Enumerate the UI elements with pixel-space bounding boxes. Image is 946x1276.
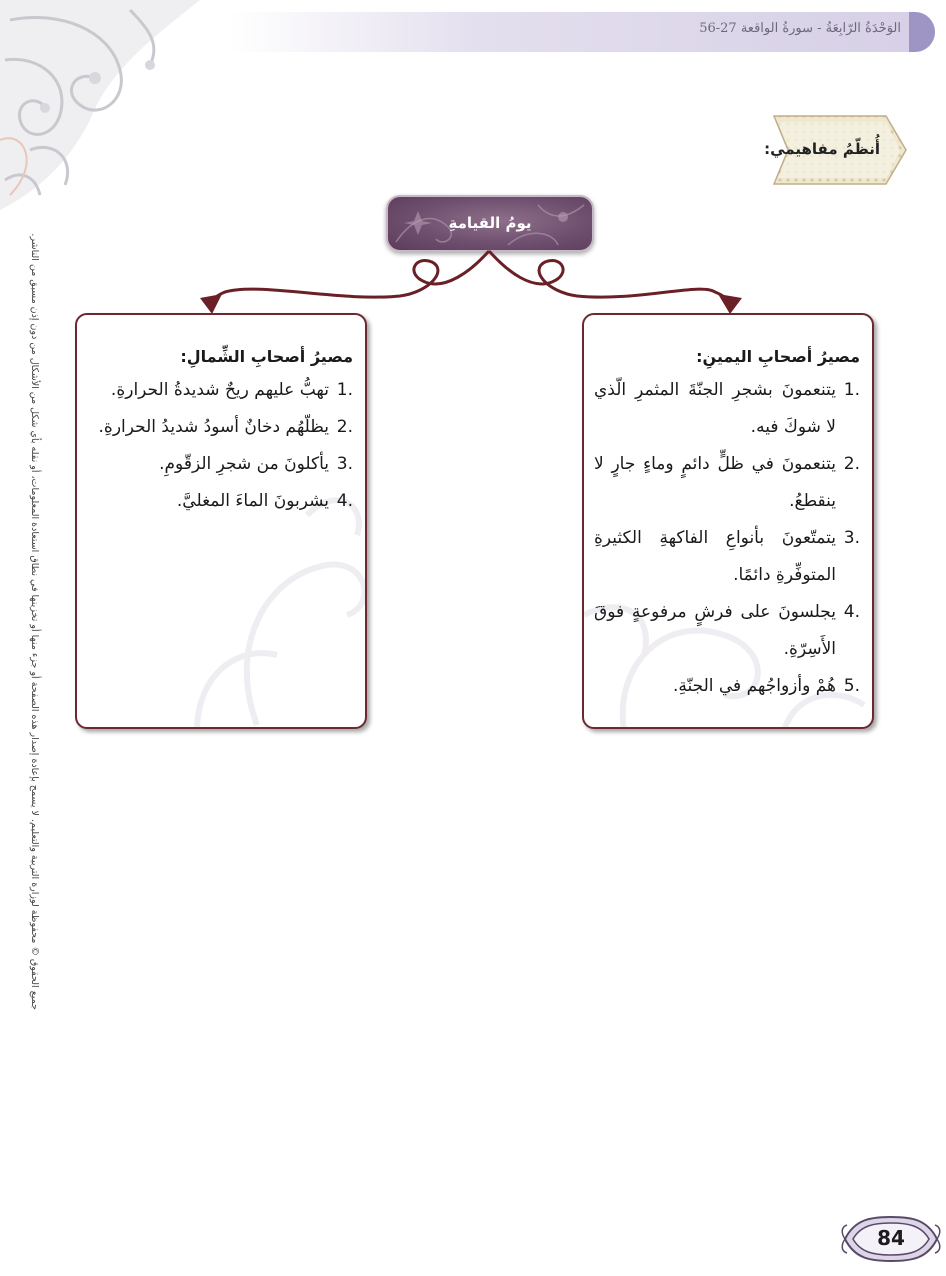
list-item	[87, 483, 353, 520]
item-text: هُمْ وأزواجُهم في الجنّةِ.	[672, 676, 836, 696]
panel-companions-of-left	[75, 313, 367, 729]
item-text: يجلسونَ على فرشٍ مرفوعةٍ فوقَ الأَسِرّةِ.	[594, 602, 836, 659]
central-concept-label: يومُ القيامةِ	[448, 214, 532, 232]
list-item	[594, 668, 860, 705]
item-text: يشربونَ الماءَ المغليَّ.	[176, 491, 329, 511]
left-panel-list	[87, 372, 353, 520]
page-number: 84	[877, 1226, 905, 1250]
list-item	[87, 409, 353, 446]
item-number: 1.	[843, 380, 860, 400]
list-item	[87, 446, 353, 483]
item-number: 1.	[336, 380, 353, 400]
left-panel-content	[87, 345, 353, 520]
list-item	[594, 372, 860, 446]
left-arrow-head	[200, 294, 222, 314]
item-number: 4.	[336, 491, 353, 511]
item-number: 2.	[843, 454, 860, 474]
item-number: 3.	[843, 528, 860, 548]
unit-title: الوَحْدَةُ الرّابِعَةُ - سورةُ الواقعة 27-56	[699, 21, 901, 36]
concepts-label: أُنظّمُ مفاهيمي:	[764, 140, 880, 158]
branch-arrows	[0, 0, 946, 330]
item-text: يتنعمونَ في ظلٍّ دائمٍ وماءٍ جارٍ لا ينقطعُ.	[594, 454, 836, 511]
list-item	[87, 372, 353, 409]
right-panel-heading: مصيرُ أصحابِ اليمينِ:	[696, 347, 860, 366]
right-panel-content	[594, 345, 860, 705]
item-number: 3.	[336, 454, 353, 474]
item-number: 4.	[843, 602, 860, 622]
right-arrow-head	[718, 294, 742, 314]
list-item	[594, 520, 860, 594]
copyright-notice: جميع الحقوق © محفوظة لوزارة التربية والتعليم. لا يسمح بإعادة إصدار هذه الصفحة أو جزء منها أو تخزينها في نطاق استعادة المعلومات، أو نقله بأي شكل من الأشكال من دون إذن مسبق من الناشر.	[29, 233, 40, 1010]
item-text: يتنعمونَ بشجرِ الجنّةَ المثمرِ الّذي لا شوكَ فيه.	[594, 380, 836, 437]
item-text: يتمتّعونَ بأنواعِ الفاكهةِ الكثيرةِ المتوفِّرةِ دائمًا.	[594, 528, 836, 585]
item-text: يظلّهُم دخانٌ أسودُ شديدُ الحرارةِ.	[98, 417, 329, 437]
list-item	[594, 594, 860, 668]
item-number: 2.	[336, 417, 353, 437]
list-item	[594, 446, 860, 520]
item-text: يأكلونَ من شجرِ الزقّومِ.	[159, 454, 329, 474]
item-number: 5.	[843, 676, 860, 696]
right-panel-list	[594, 372, 860, 705]
item-text: تهبُّ عليهم ريحٌ شديدةُ الحرارةِ.	[110, 380, 329, 400]
panel-companions-of-right	[582, 313, 874, 729]
left-panel-heading: مصيرُ أصحابِ الشِّمالِ:	[180, 347, 353, 366]
page-number-badge	[841, 1213, 941, 1265]
